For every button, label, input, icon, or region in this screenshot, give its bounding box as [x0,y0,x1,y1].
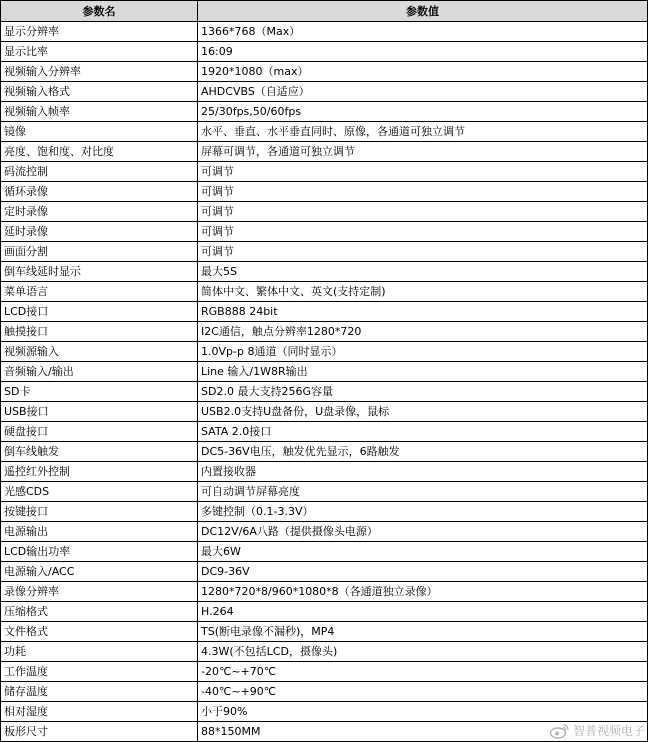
param-value-cell: 88*150MM [198,722,648,742]
param-name-cell: 电源输出 [1,522,198,542]
param-name-cell: 倒车线延时显示 [1,262,198,282]
param-name-cell: 码流控制 [1,162,198,182]
table-row [1,322,648,342]
table-row [1,442,648,462]
weibo-logo-icon [550,723,570,739]
table-header-row [1,1,648,22]
table-row [1,362,648,382]
table-row [1,162,648,182]
table-row [1,682,648,702]
param-value-cell: 可调节 [198,242,648,262]
param-value-cell: 最大5S [198,262,648,282]
table-row [1,662,648,682]
param-name-cell: 循环录像 [1,182,198,202]
table-row [1,202,648,222]
table-row [1,82,648,102]
table-row [1,222,648,242]
param-value-cell: 最大6W [198,542,648,562]
param-value-cell: 1.0Vp-p 8通道（同时显示） [198,342,648,362]
param-value-cell: DC9-36V [198,562,648,582]
table-row [1,402,648,422]
param-value-cell: USB2.0支持U盘备份，U盘录像，鼠标 [198,402,648,422]
header-param-name: 参数名 [1,1,198,22]
param-name-cell: 储存温度 [1,682,198,702]
table-row [1,562,648,582]
param-name-cell: 光感CDS [1,482,198,502]
param-name-cell: USB接口 [1,402,198,422]
param-value-cell: SATA 2.0接口 [198,422,648,442]
param-value-cell: 16:09 [198,42,648,62]
param-value-cell: DC5-36V电压，触发优先显示，6路触发 [198,442,648,462]
param-name-cell: 菜单语言 [1,282,198,302]
table-row [1,382,648,402]
param-value-cell: RGB888 24bit [198,302,648,322]
param-name-cell: 板形尺寸 [1,722,198,742]
param-value-cell: 多键控制（0.1-3.3V） [198,502,648,522]
table-row [1,542,648,562]
table-row [1,182,648,202]
table-row [1,342,648,362]
param-value-cell: SD2.0 最大支持256G容量 [198,382,648,402]
table-row [1,282,648,302]
param-value-cell: 1366*768（Max） [198,22,648,42]
param-value-cell: 可调节 [198,202,648,222]
table-row [1,642,648,662]
param-value-cell: 1280*720*8/960*1080*8（各通道独立录像） [198,582,648,602]
table-row [1,482,648,502]
param-name-cell: 压缩格式 [1,602,198,622]
header-param-value: 参数值 [198,1,648,22]
table-body [1,22,648,742]
param-name-cell: 视频输入帧率 [1,102,198,122]
param-name-cell: 画面分割 [1,242,198,262]
param-value-cell: 屏幕可调节，各通道可独立调节 [198,142,648,162]
param-value-cell: 1920*1080（max） [198,62,648,82]
param-name-cell: 延时录像 [1,222,198,242]
param-name-cell: 电源输入/ACC [1,562,198,582]
param-name-cell: 触摸接口 [1,322,198,342]
table-row [1,702,648,722]
param-value-cell: -20℃~+70℃ [198,662,648,682]
param-value-cell: TS(断电录像不漏秒)，MP4 [198,622,648,642]
param-name-cell: 相对湿度 [1,702,198,722]
param-name-cell: 显示分辨率 [1,22,198,42]
table-row [1,22,648,42]
param-name-cell: 音频输入/输出 [1,362,198,382]
param-name-cell: 硬盘接口 [1,422,198,442]
param-value-cell: 水平、垂直、水平垂直同时、原像，各通道可独立调节 [198,122,648,142]
param-name-cell: 倒车线触发 [1,442,198,462]
param-name-cell: LCD输出功率 [1,542,198,562]
param-value-cell: 简体中文、繁体中文、英文(支持定制) [198,282,648,302]
table-row [1,242,648,262]
param-value-cell: 小于90% [198,702,648,722]
table-row [1,622,648,642]
table-row [1,502,648,522]
param-value-cell: 可调节 [198,182,648,202]
table-row [1,62,648,82]
param-value-cell: 可调节 [198,222,648,242]
param-name-cell: 显示比率 [1,42,198,62]
param-name-cell: LCD接口 [1,302,198,322]
param-value-cell: 可调节 [198,162,648,182]
table-row [1,582,648,602]
param-value-cell: Line 输入/1W8R输出 [198,362,648,382]
param-name-cell: 镜像 [1,122,198,142]
param-value-cell: 25/30fps,50/60fps [198,102,648,122]
table-row [1,422,648,442]
table-row [1,522,648,542]
param-name-cell: 视频源输入 [1,342,198,362]
param-value-cell: 内置接收器 [198,462,648,482]
table-row [1,142,648,162]
table-row [1,102,648,122]
watermark [550,722,645,739]
param-name-cell: 定时录像 [1,202,198,222]
watermark-text: 智普视频电子 [572,724,645,738]
param-name-cell: 视频输入分辨率 [1,62,198,82]
param-value-cell: DC12V/6A八路（提供摄像头电源） [198,522,648,542]
param-name-cell: 亮度、饱和度、对比度 [1,142,198,162]
table-row [1,462,648,482]
param-name-cell: SD卡 [1,382,198,402]
table-row [1,262,648,282]
param-name-cell: 遥控红外控制 [1,462,198,482]
param-value-cell: 可自动调节屏幕亮度 [198,482,648,502]
table-row [1,602,648,622]
param-value-cell: H.264 [198,602,648,622]
param-name-cell: 录像分辨率 [1,582,198,602]
param-name-cell: 文件格式 [1,622,198,642]
table-row [1,302,648,322]
param-name-cell: 按键接口 [1,502,198,522]
table-row [1,42,648,62]
param-name-cell: 视频输入格式 [1,82,198,102]
param-value-cell: 4.3W(不包括LCD，摄像头) [198,642,648,662]
param-name-cell: 功耗 [1,642,198,662]
param-value-cell: AHDCVBS（自适应） [198,82,648,102]
param-value-cell: I2C通信，触点分辨率1280*720 [198,322,648,342]
table-row [1,122,648,142]
param-value-cell: -40℃~+90℃ [198,682,648,702]
param-name-cell: 工作温度 [1,662,198,682]
